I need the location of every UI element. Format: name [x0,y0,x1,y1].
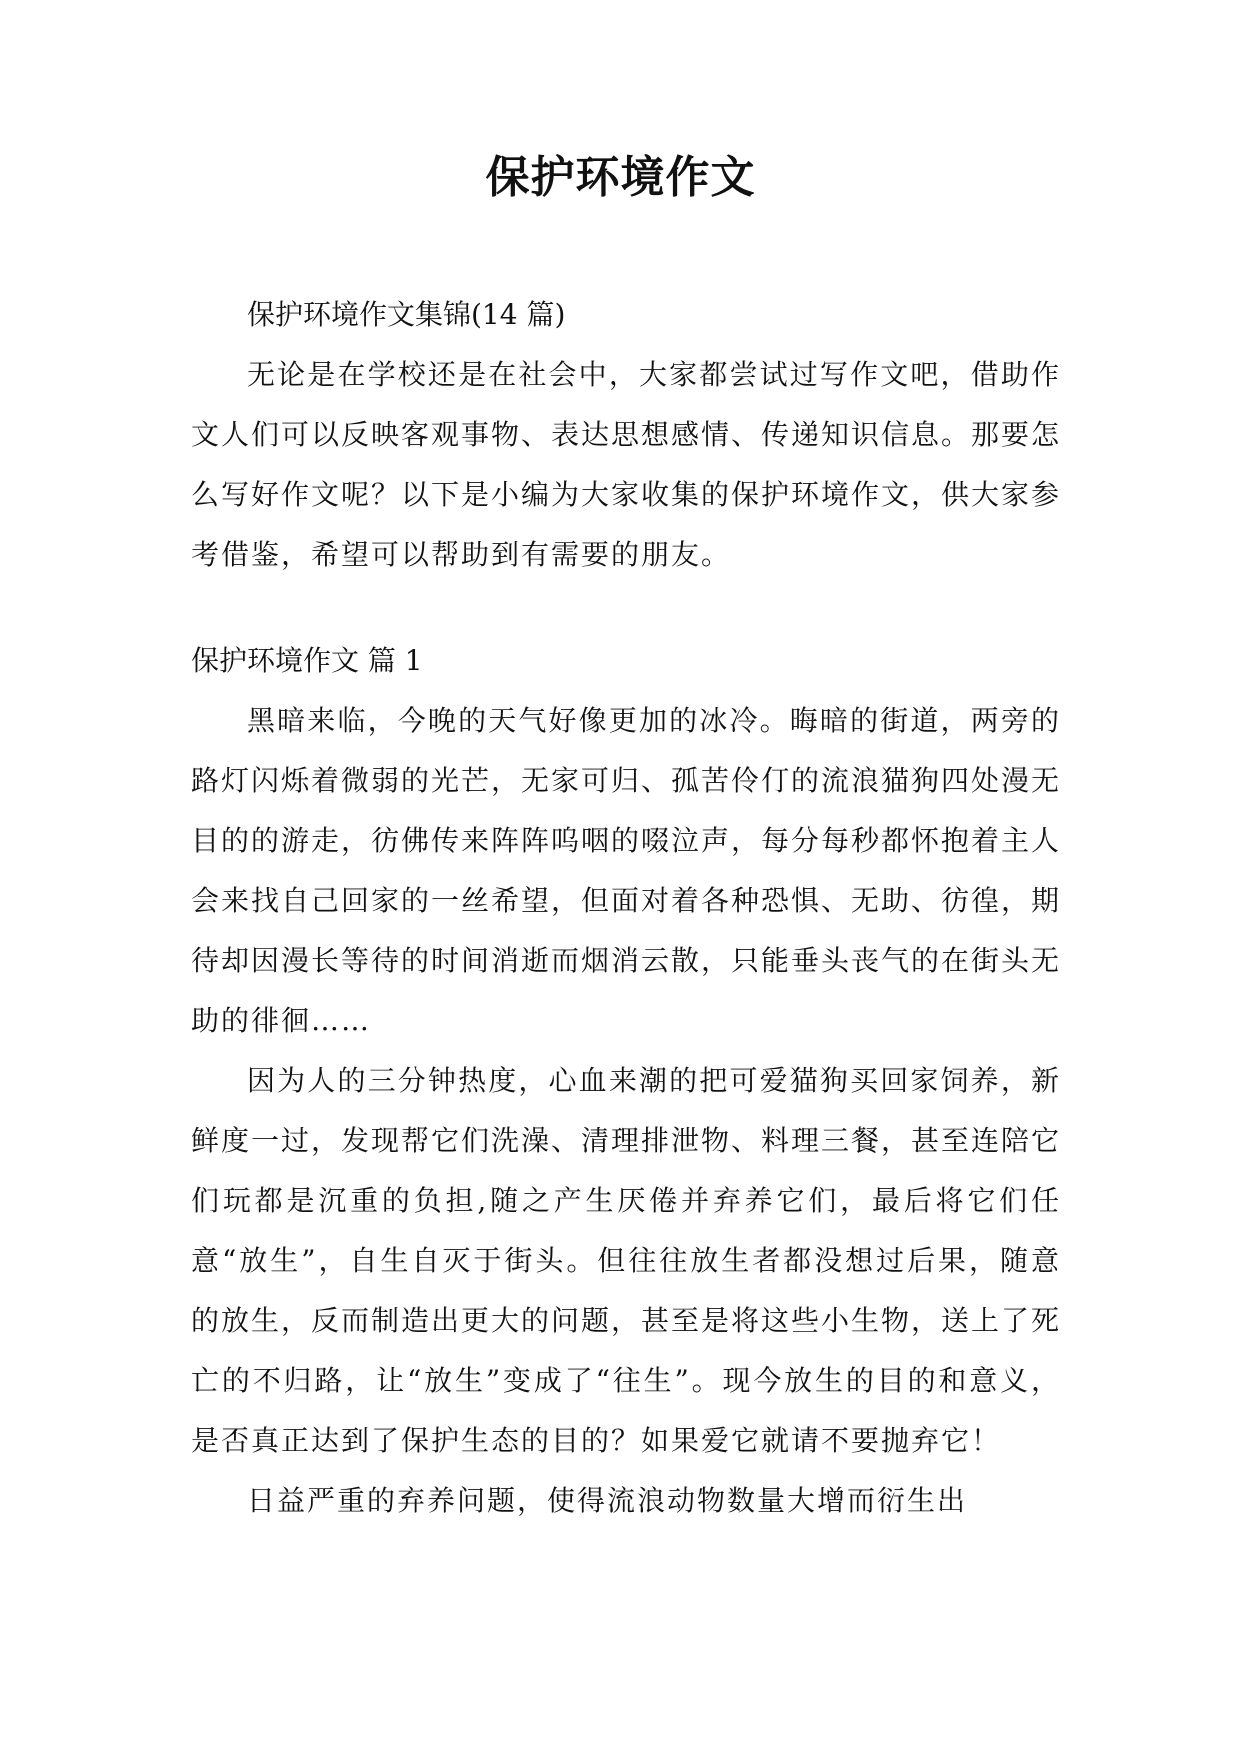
collection-subtitle: 保护环境作文集锦(14 篇) [247,298,566,331]
document-title: 保护环境作文 [485,152,756,203]
body-paragraph: 日益严重的弃养问题，使得流浪动物数量大增而衍生出 [247,1484,968,1517]
section-heading: 保护环境作文 篇 1 [191,644,423,677]
intro-paragraph: 无论是在学校还是在社会中，大家都尝试过写作文吧，借助作文人们可以反映客观事物、表达思想感情、传递知识信息。那要怎么写好作文呢？以下是小编为大家收集的保护环境作文，供大家参考借鉴，希望可以帮助到有需要的朋友。 [191,358,1062,571]
document-body [191,285,1061,1531]
body-paragraph: 黑暗来临，今晚的天气好像更加的冰冷。晦暗的街道，两旁的路灯闪烁着微弱的光芒，无家可归、孤苦伶仃的流浪猫狗四处漫无目的的游走，彷佛传来阵阵呜咽的啜泣声，每分每秒都怀抱着主人会来找自己回家的一丝希望，但面对着各种恐惧、无助、彷徨，期待却因漫长等待的时间消逝而烟消云散，只能垂头丧气的在街头无助的徘徊…… [191,704,1062,1037]
body-paragraph: 因为人的三分钟热度，心血来潮的把可爱猫狗买回家饲养，新鲜度一过，发现帮它们洗澡、清理排泄物、料理三餐，甚至连陪它们玩都是沉重的负担,随之产生厌倦并弃养它们，最后将它们任意“放生”，自生自灭于街头。但往往放生者都没想过后果，随意的放生，反而制造出更大的问题，甚至是将这些小生物，送上了死亡的不归路，让“放生”变成了“往生”。现今放生的目的和意义，是否真正达到了保护生态的目的？如果爱它就请不要抛弃它！ [191,1064,1062,1457]
